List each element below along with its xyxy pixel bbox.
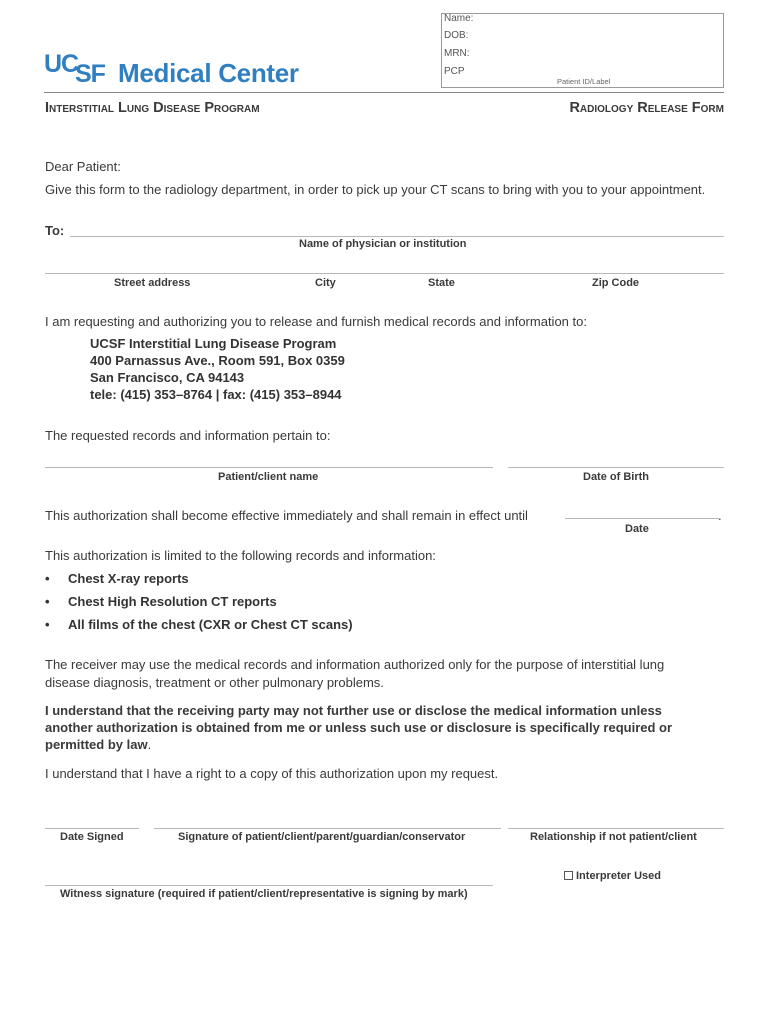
witness-signature-line[interactable] [45,885,493,886]
physician-name-line[interactable] [70,236,724,237]
signature-caption: Signature of patient/client/parent/guardian/conservator [178,831,466,843]
interpreter-checkbox[interactable] [564,871,573,880]
address-line-1: UCSF Interstitial Lung Disease Program [90,336,337,351]
form-title: Radiology Release Form [569,100,724,116]
date-signed-caption: Date Signed [60,831,124,843]
understand-text-line-3 [45,737,151,752]
relationship-caption: Relationship if not patient/client [530,831,697,843]
bullet-marker: • [45,594,50,609]
address-line-3: San Francisco, CA 94143 [90,370,245,385]
label-pcp-field[interactable]: PCP [444,66,465,77]
bullet-marker: • [45,617,50,632]
instruction-text: Give this form to the radiology department, in order to pick up your CT scans to bring with you to your appointment. [45,182,706,197]
signature-line[interactable] [154,828,501,829]
effective-period: . [718,508,722,523]
label-mrn-field[interactable]: MRN: [444,48,470,59]
city-caption: City [315,277,336,289]
effective-text: This authorization shall become effective immediately and shall remain in effect until [45,508,528,523]
receiver-text-line-1: The receiver may use the medical records and information authorized only for the purpose of interstitial lung [45,657,665,672]
ucsf-logo [44,50,334,90]
street-caption: Street address [114,277,191,289]
zip-caption: Zip Code [592,277,640,289]
limited-text: This authorization is limited to the following records and information: [45,548,436,563]
understand-period: . [147,737,152,752]
state-caption: State [428,277,455,289]
physician-caption: Name of physician or institution [299,238,467,250]
program-name: Interstitial Lung Disease Program [45,100,260,116]
bullet-text: All films of the chest (CXR or Chest CT scans) [68,617,353,632]
patient-label-box [441,13,724,88]
witness-caption: Witness signature (required if patient/client/representative is signing by mark) [60,888,468,900]
logo-uc-text: UC [44,50,79,78]
logo-medical-center-text: Medical Center [118,58,299,88]
header-divider [44,92,724,93]
address-line-4: tele: (415) 353–8764 | fax: (415) 353–8944 [90,387,342,402]
label-caption: Patient ID/Label [557,77,611,86]
to-label: To: [45,223,65,238]
receiver-text-line-2: disease diagnosis, treatment or other pulmonary problems. [45,675,384,690]
label-name-field[interactable]: Name: [444,13,474,24]
bullet-marker: • [45,571,50,586]
address-line-2: 400 Parnassus Ave., Room 591, Box 0359 [90,353,345,368]
patient-dob-line[interactable] [508,467,724,468]
relationship-line[interactable] [508,828,724,829]
bullet-text: Chest High Resolution CT reports [68,594,277,609]
pertain-text: The requested records and information pertain to: [45,428,331,443]
understand-law-text: permitted by law [45,737,148,752]
copy-right-text: I understand that I have a right to a copy of this authorization upon my request. [45,766,499,781]
logo-sf-text: SF [75,60,105,88]
date-caption: Date [625,523,649,535]
interpreter-caption: Interpreter Used [576,870,661,882]
request-text: I am requesting and authorizing you to release and furnish medical records and information to: [45,314,587,329]
patient-name-line[interactable] [45,467,493,468]
effective-date-line[interactable] [565,518,719,519]
date-signed-line[interactable] [45,828,139,829]
address-line[interactable] [45,273,724,274]
patient-caption: Patient/client name [218,471,319,483]
greeting: Dear Patient: [45,159,121,174]
label-dob-field[interactable]: DOB: [444,30,469,41]
dob-caption: Date of Birth [583,471,649,483]
understand-text-line-1: I understand that the receiving party may not further use or disclose the medical information unless [45,703,662,718]
understand-text-line-2: another authorization is obtained from me or unless such use or disclosure is specifically required or [45,720,673,735]
bullet-text: Chest X-ray reports [68,571,189,586]
